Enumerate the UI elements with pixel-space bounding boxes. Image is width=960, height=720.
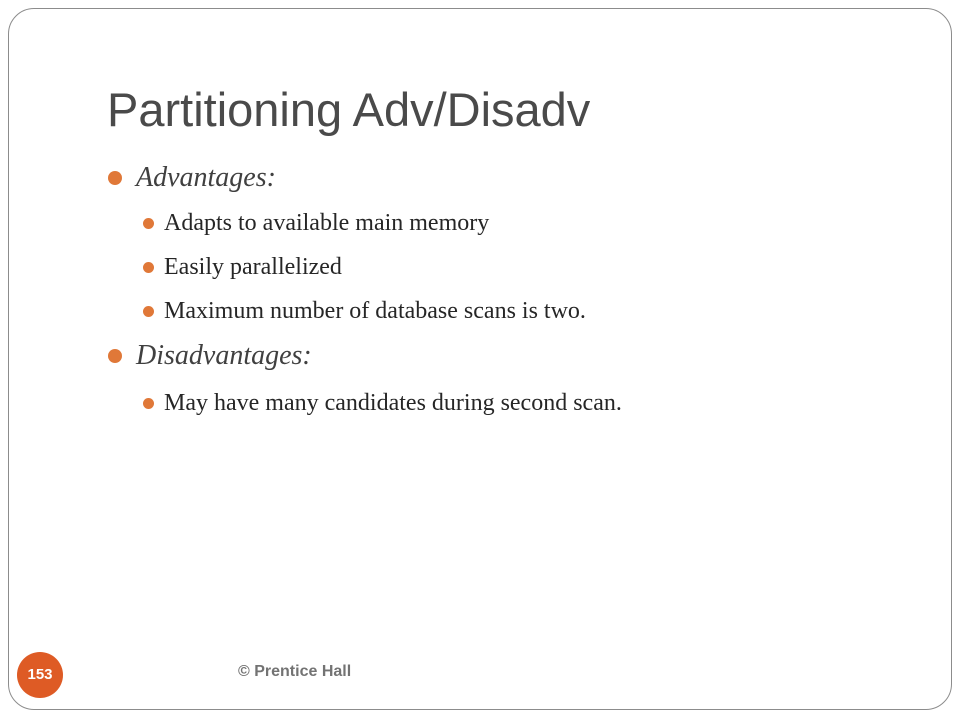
list-item: May have many candidates during second scan. [164, 390, 622, 416]
footer-copyright: © Prentice Hall [238, 663, 352, 680]
section-heading-advantages: Advantages: [136, 162, 276, 193]
page-number-badge: 153 [17, 652, 63, 698]
bullet-icon [108, 349, 122, 363]
bullet-icon [143, 306, 154, 317]
slide-title: Partitioning Adv/Disadv [107, 83, 591, 136]
bullet-icon [143, 262, 154, 273]
list-item: Maximum number of database scans is two. [164, 298, 586, 324]
bullet-icon [143, 398, 154, 409]
section-heading-disadvantages: Disadvantages: [136, 340, 312, 371]
list-item: Easily parallelized [164, 254, 342, 280]
list-item: Adapts to available main memory [164, 210, 490, 236]
bullet-icon [143, 218, 154, 229]
bullet-icon [108, 171, 122, 185]
